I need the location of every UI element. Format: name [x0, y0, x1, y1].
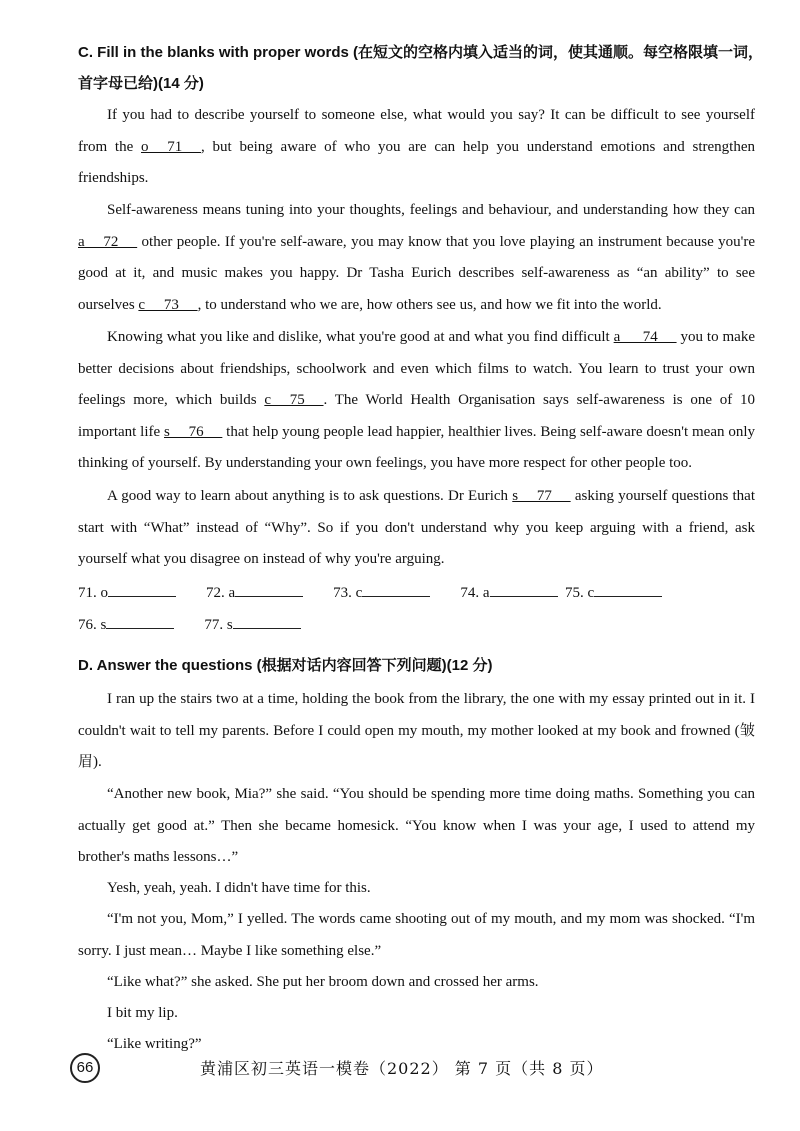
blank-72: a 72 [78, 233, 138, 250]
story-paragraph-2: “Another new book, Mia?” she said. “You should be spending more time doing maths. Something you can actually get good at.” Then she became homesick. “You know when I was your age, I used to attend my brother's maths lessons…” [78, 786, 755, 865]
answer-line-75[interactable] [594, 582, 662, 597]
paragraph-text: , but being aware of who you are can help you understand emotions and strengthen friendships. [78, 138, 755, 186]
story-paragraph-3: Yesh, yeah, yeah. I didn't have time for this. [107, 880, 371, 896]
answer-line-73[interactable] [362, 582, 430, 597]
blank-77: s 77 [512, 488, 571, 504]
answer-row-1 [78, 582, 662, 604]
paragraph-text: A good way to learn about anything is to ask questions. Dr Eurich [107, 488, 513, 504]
blank-75: c 75 [264, 392, 324, 408]
answer-row-2 [78, 614, 301, 636]
paragraph-text: Knowing what you like and dislike, what you're good at and what you find difficult [107, 329, 614, 345]
answer-line-72[interactable] [235, 582, 303, 597]
paragraph-text: asking yourself questions that start with “What” instead of “Why”. So if you don't understand why you keep arguing with a friend, ask yourself what you disagree on instead of why you're arguing. [78, 488, 755, 567]
page-number-badge: 66 [70, 1053, 100, 1083]
section-c-title [78, 42, 768, 95]
story-paragraph-6: I bit my lip. [107, 1005, 178, 1021]
section-c-title-line2: 首字母已给)(14 分) [78, 75, 204, 92]
answer-label-75: 75. c [565, 585, 595, 601]
blank-73: c 73 [138, 296, 198, 313]
story-paragraph-1: I ran up the stairs two at a time, holding the book from the library, the one with my essay printed out in it. I couldn't wait to tell my parents. Before I could open my mouth, my mother looked at my book and frowned (皱眉). [78, 691, 755, 770]
passage-paragraph-2 [78, 195, 755, 321]
answer-line-77[interactable] [233, 614, 301, 629]
answer-line-71[interactable] [108, 582, 176, 597]
story-paragraph-5: “Like what?” she asked. She put her broom down and crossed her arms. [107, 974, 539, 990]
story-paragraph-4: “I'm not you, Mom,” I yelled. The words came shooting out of my mouth, and my mom was shocked. “I'm sorry. I just mean… Maybe I like something else.” [78, 911, 755, 959]
paragraph-text: that help young people lead happier, healthier lives. Being self-aware doesn't mean only thinking of yourself. By understanding your own feelings, you have more respect for other people too. [78, 423, 756, 471]
section-d-title: D. Answer the questions (根据对话内容回答下列问题)(12 分) [78, 657, 493, 674]
answer-line-76[interactable] [106, 614, 174, 629]
answer-label-74: 74. a [460, 585, 490, 601]
blank-76: s 76 [164, 423, 223, 440]
answer-label-77: 77. s [204, 617, 233, 633]
paragraph-text: , to understand who we are, how others see us, and how we fit into the world. [197, 296, 662, 313]
page-footer: 黄浦区初三英语一模卷（2022） 第 7 页（共 8 页） [200, 1059, 604, 1078]
passage-paragraph-3 [78, 322, 755, 480]
answer-label-71: 71. o [78, 585, 108, 601]
answer-label-73: 73. c [333, 585, 363, 601]
passage-paragraph-4 [78, 481, 755, 576]
paragraph-text: . The World Health Organisation says self-awareness is one of 10 important life [78, 392, 756, 440]
story-paragraph-7: “Like writing?” [107, 1036, 202, 1052]
answer-label-72: 72. a [206, 585, 236, 601]
paragraph-text: Self-awareness means tuning into your thoughts, feelings and behaviour, and understanding how they can [107, 202, 755, 218]
paragraph-text: If you had to describe yourself to someone else, what would you say? It can be difficult to see yourself from the [78, 107, 755, 155]
answer-line-74[interactable] [490, 582, 558, 597]
answer-label-76: 76. s [78, 617, 107, 633]
section-c-title-line1: C. Fill in the blanks with proper words (在短文的空格内填入适当的词，使其通顺。每空格限填一词， [78, 44, 764, 61]
blank-71: o 71 [141, 138, 202, 155]
blank-74: a 74 [613, 329, 677, 345]
passage-paragraph-1 [78, 100, 755, 195]
paragraph-text: you to make better decisions about friendships, schoolwork and even which films to watch. You learn to trust your own feelings more, which builds [78, 329, 755, 408]
paragraph-text: other people. If you're self-aware, you may know that you love playing an instrument because you're good at it, and music makes you happy. Dr Tasha Eurich describes self-awareness as “an ability” to see ourselves [78, 233, 755, 313]
